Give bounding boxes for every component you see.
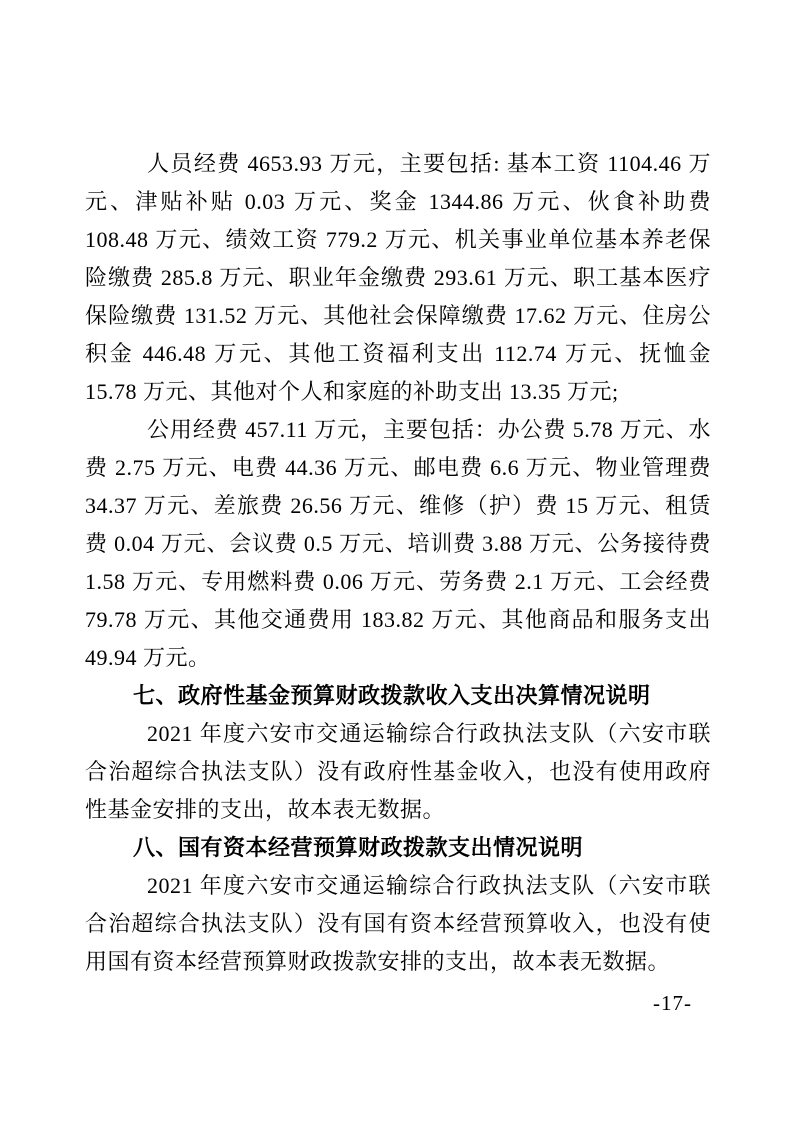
paragraph-public-expenses: 公用经费 457.11 万元，主要包括：办公费 5.78 万元、水费 2.75 万元、电费 44.36 万元、邮电费 6.6 万元、物业管理费 34.37 万元、差旅费 26.56 万元、维修（护）费 15 万元、租赁费 0.04 万元、会议费 0.5 万元、培训费 3.88 万元、公务接待费 1.58 万元、专用燃料费 0.06 万元、劳务费 2.1 万元、工会经费 79.78 万元、其他交通费用 183.82 万元、其他商品和服务支出 49.94 万元。 <box>85 417 711 670</box>
page-number: -17- <box>653 991 692 1015</box>
section-heading-state-capital-budget: 八、国有资本经营预算财政拨款支出情况说明 <box>133 835 584 860</box>
paragraph-personnel-expenses: 人员经费 4653.93 万元，主要包括: 基本工资 1104.46 万元、津贴补贴 0.03 万元、奖金 1344.86 万元、伙食补助费 108.48 万元、绩效工资 779.2 万元、机关事业单位基本养老保险缴费 285.8 万元、职业年金缴费 293.61 万元、职工基本医疗保险缴费 131.52 万元、其他社会保障缴费 17.62 万元、住房公积金 446.48 万元、其他工资福利支出 112.74 万元、抚恤金 15.78 万元、其他对个人和家庭的补助支出 13.35 万元; <box>85 151 711 404</box>
document-body <box>85 145 711 981</box>
section-heading-gov-fund-budget: 七、政府性基金预算财政拨款收入支出决算情况说明 <box>133 683 651 708</box>
paragraph-state-capital-budget: 2021 年度六安市交通运输综合行政执法支队（六安市联合治超综合执法支队）没有国有资本经营预算收入，也没有使用国有资本经营预算财政拨款安排的支出，故本表无数据。 <box>85 873 711 974</box>
paragraph-gov-fund-budget: 2021 年度六安市交通运输综合行政执法支队（六安市联合治超综合执法支队）没有政府性基金收入，也没有使用政府性基金安排的支出，故本表无数据。 <box>85 721 711 822</box>
